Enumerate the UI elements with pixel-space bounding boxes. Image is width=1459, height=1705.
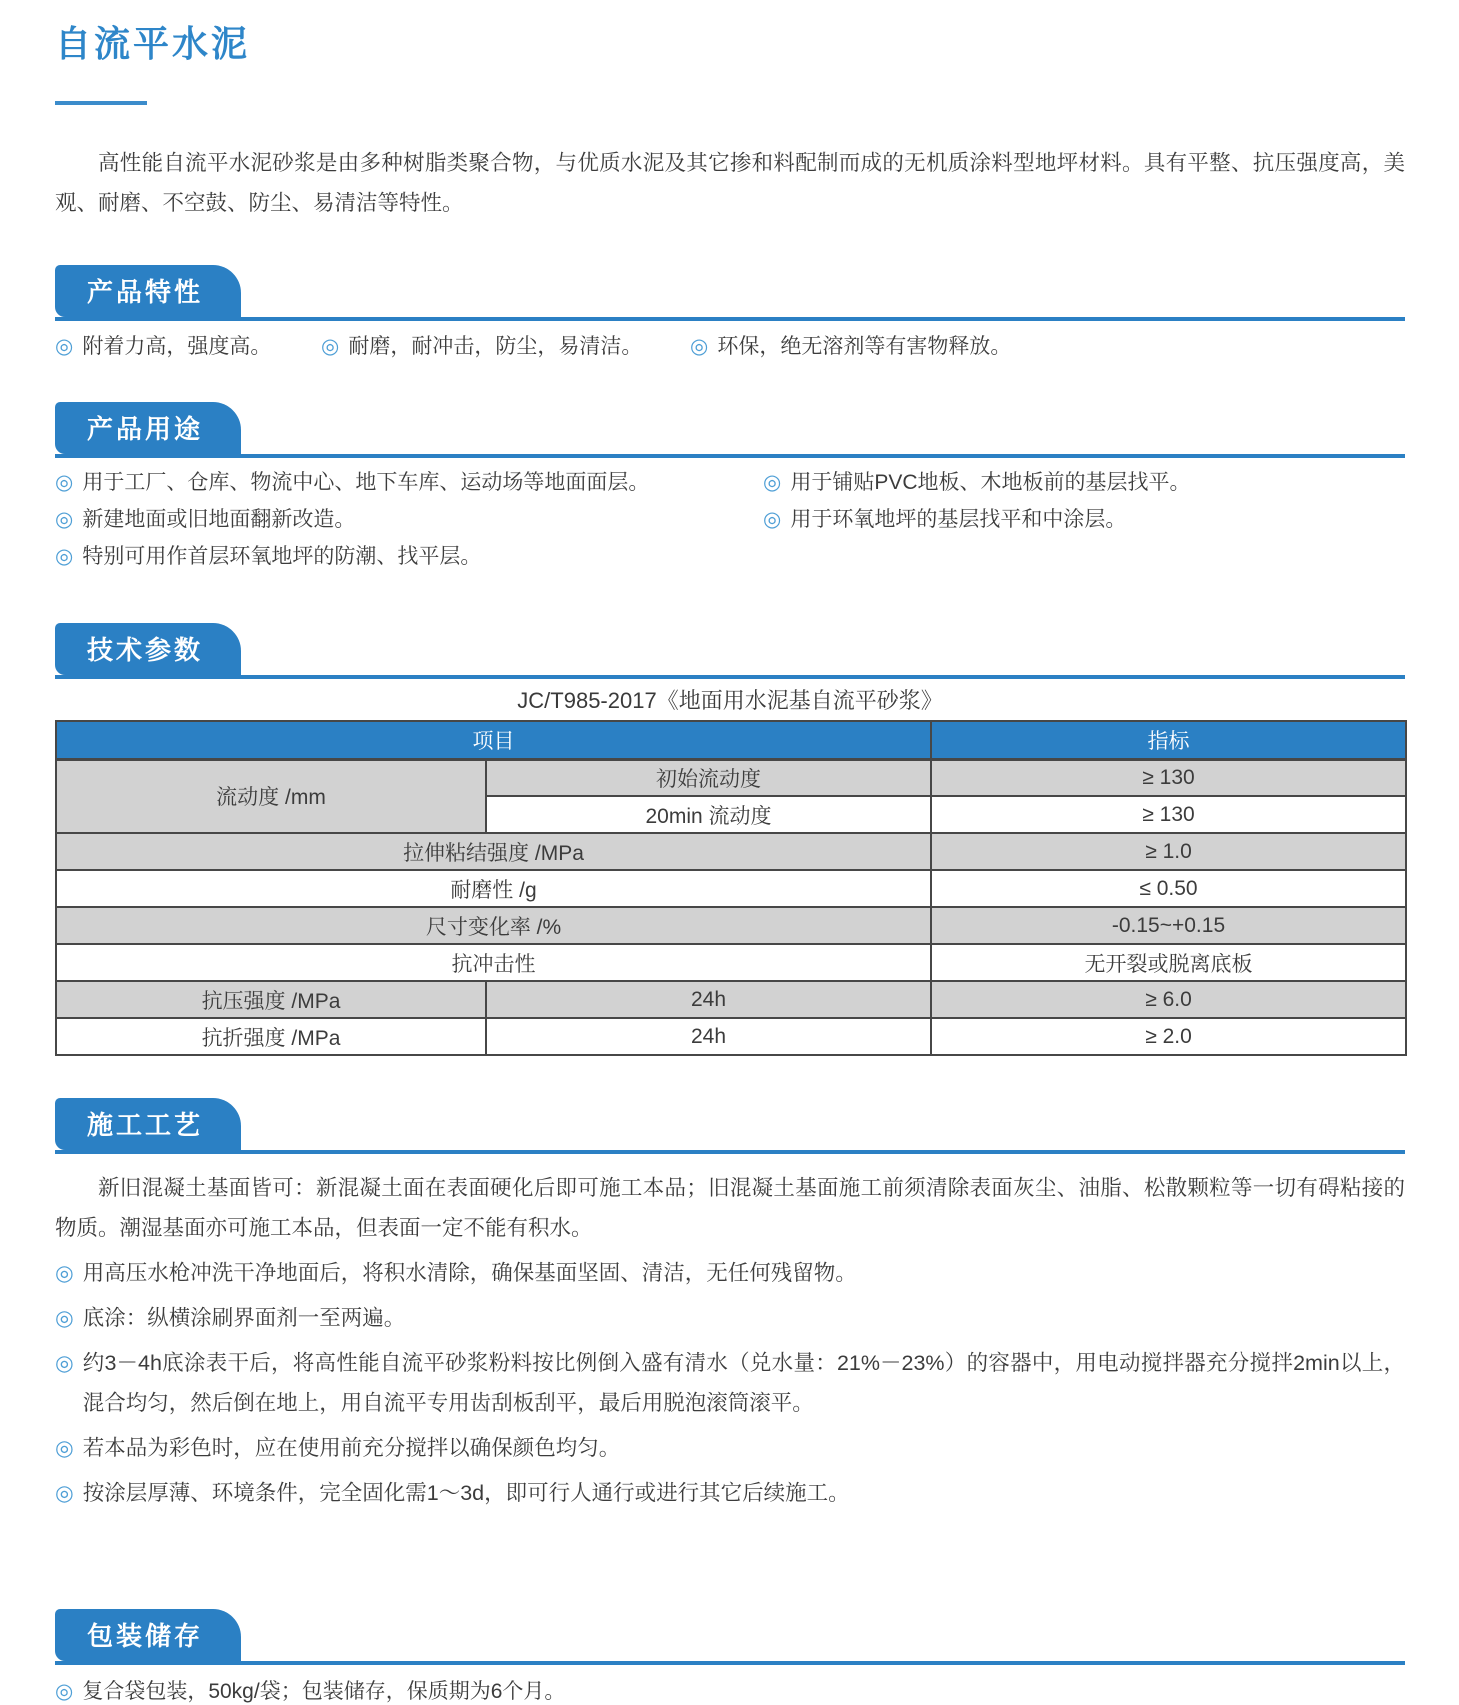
list-item <box>55 470 763 496</box>
list-item-text: 用于工厂、仓库、物流中心、地下车库、运动场等地面面层。 <box>82 471 650 494</box>
table-cell: ≤ 0.50 <box>931 870 1406 907</box>
table-cell: 抗折强度 /MPa <box>56 1018 486 1055</box>
section-tab-uses <box>55 402 241 454</box>
table-row <box>56 1018 1406 1055</box>
bullseye-bullet-icon: ◎ <box>55 1481 74 1505</box>
section-title: 产品特性 <box>87 277 204 307</box>
section-title: 施工工艺 <box>87 1110 204 1140</box>
bullseye-bullet-icon: ◎ <box>763 471 782 494</box>
table-row <box>56 981 1406 1018</box>
list-item-text: 附着力高，强度高。 <box>82 335 272 358</box>
standard-caption: JC/T985-2017《地面用水泥基自流平砂浆》 <box>517 688 943 713</box>
section-header-features <box>55 265 1405 321</box>
table-row <box>56 870 1406 907</box>
section-title: 包装储存 <box>87 1621 204 1651</box>
list-item-text: 用于铺贴PVC地板、木地板前的基层找平。 <box>790 471 1191 494</box>
bullseye-bullet-icon: ◎ <box>763 508 782 531</box>
section-header-packaging <box>55 1609 1405 1665</box>
list-item-text: 用高压水枪冲洗干净地面后，将积水清除，确保基面坚固、清洁，无任何残留物。 <box>82 1261 857 1285</box>
bullseye-bullet-icon: ◎ <box>690 335 709 358</box>
table-row <box>56 907 1406 944</box>
bullseye-bullet-icon: ◎ <box>55 471 74 494</box>
features-list <box>55 334 1405 360</box>
list-item <box>55 544 763 570</box>
list-item-text: 特别可用作首层环氧地坪的防潮、找平层。 <box>82 545 482 568</box>
table-cell: 抗压强度 /MPa <box>56 981 486 1018</box>
table-cell: 初始流动度 <box>486 759 931 796</box>
section-tab-features <box>55 265 241 317</box>
section-tab-tech <box>55 623 241 675</box>
table-cell: 尺寸变化率 /% <box>56 907 931 944</box>
bullseye-bullet-icon: ◎ <box>55 545 74 568</box>
table-header-cell-item: 项目 <box>56 721 931 759</box>
list-item <box>763 470 1405 496</box>
bullseye-bullet-icon: ◎ <box>55 508 74 531</box>
table-cell: -0.15~+0.15 <box>931 907 1406 944</box>
table-row <box>56 833 1406 870</box>
table-cell: 拉伸粘结强度 /MPa <box>56 833 931 870</box>
bullseye-bullet-icon: ◎ <box>321 335 340 358</box>
bullseye-bullet-icon: ◎ <box>55 335 74 358</box>
section-header-tech <box>55 623 1405 679</box>
list-item <box>55 1253 1405 1293</box>
table-cell: ≥ 6.0 <box>931 981 1406 1018</box>
table-cell: 抗冲击性 <box>56 944 931 981</box>
spec-table <box>55 720 1407 1056</box>
uses-list-left <box>55 470 763 581</box>
table-row <box>56 759 1406 796</box>
list-item-text: 底涂：纵横涂刷界面剂一至两遍。 <box>82 1306 406 1330</box>
table-cell: 24h <box>486 981 931 1018</box>
list-item-text: 新建地面或旧地面翻新改造。 <box>82 508 356 531</box>
list-item <box>55 1298 1405 1338</box>
table-row <box>56 944 1406 981</box>
section-tab-process <box>55 1098 241 1150</box>
intro-paragraph: 高性能自流平水泥砂浆是由多种树脂类聚合物，与优质水泥及其它掺和料配制而成的无机质涂料型地坪材料。具有平整、抗压强度高，美观、耐磨、不空鼓、防尘、易清洁等特性。 <box>55 151 1405 215</box>
table-cell: 无开裂或脱离底板 <box>931 944 1406 981</box>
list-item <box>55 1343 1405 1423</box>
list-item <box>55 507 763 533</box>
bullseye-bullet-icon: ◎ <box>55 1306 74 1330</box>
section-header-uses <box>55 402 1405 458</box>
table-cell: 耐磨性 /g <box>56 870 931 907</box>
table-header-row <box>56 721 1406 759</box>
list-item <box>55 1428 1405 1468</box>
list-item-text: 耐磨，耐冲击，防尘，易清洁。 <box>348 335 643 358</box>
list-item <box>55 1679 1405 1705</box>
table-cell: ≥ 2.0 <box>931 1018 1406 1055</box>
list-item <box>763 507 1405 533</box>
table-cell: ≥ 1.0 <box>931 833 1406 870</box>
list-item-text: 复合袋包装，50kg/袋；包装储存，保质期为6个月。 <box>82 1680 566 1703</box>
list-item <box>55 334 321 360</box>
list-item-text: 环保，绝无溶剂等有害物释放。 <box>717 335 1012 358</box>
uses-list-right <box>763 470 1405 581</box>
list-item-text: 约3－4h底涂表干后，将高性能自流平砂浆粉料按比例倒入盛有清水（兑水量：21%－23%）的容器中，用电动搅拌器充分搅拌2min以上，混合均匀，然后倒在地上，用自流平专用齿刮板刮平，最后用脱泡滚筒滚平。 <box>82 1351 1405 1415</box>
bullseye-bullet-icon: ◎ <box>55 1351 74 1375</box>
list-item <box>321 334 690 360</box>
table-header-cell-index: 指标 <box>931 721 1406 759</box>
section-tab-packaging <box>55 1609 241 1661</box>
bullseye-bullet-icon: ◎ <box>55 1436 74 1460</box>
table-cell: ≥ 130 <box>931 759 1406 796</box>
process-paragraph: 新旧混凝土基面皆可：新混凝土面在表面硬化后即可施工本品；旧混凝土基面施工前须清除表面灰尘、油脂、松散颗粒等一切有碍粘接的物质。潮湿基面亦可施工本品，但表面一定不能有积水。 <box>55 1176 1405 1240</box>
list-item <box>690 334 1011 360</box>
bullseye-bullet-icon: ◎ <box>55 1680 74 1703</box>
section-title: 产品用途 <box>87 414 204 444</box>
title-underline <box>55 101 147 105</box>
list-item-text: 若本品为彩色时，应在使用前充分搅拌以确保颜色均匀。 <box>82 1436 621 1460</box>
section-header-process <box>55 1098 1405 1154</box>
list-item-text: 按涂层厚薄、环境条件，完全固化需1～3d，即可行人通行或进行其它后续施工。 <box>82 1481 850 1505</box>
table-cell: 流动度 /mm <box>56 759 486 833</box>
list-item-text: 用于环氧地坪的基层找平和中涂层。 <box>790 508 1127 531</box>
bullseye-bullet-icon: ◎ <box>55 1261 74 1285</box>
table-cell: 24h <box>486 1018 931 1055</box>
section-title: 技术参数 <box>87 635 204 665</box>
uses-columns <box>55 470 1405 581</box>
table-cell: ≥ 130 <box>931 796 1406 833</box>
list-item <box>55 1473 1405 1513</box>
packaging-list <box>55 1679 1405 1705</box>
table-cell: 20min 流动度 <box>486 796 931 833</box>
page-title: 自流平水泥 <box>55 23 251 64</box>
process-list <box>55 1253 1405 1513</box>
